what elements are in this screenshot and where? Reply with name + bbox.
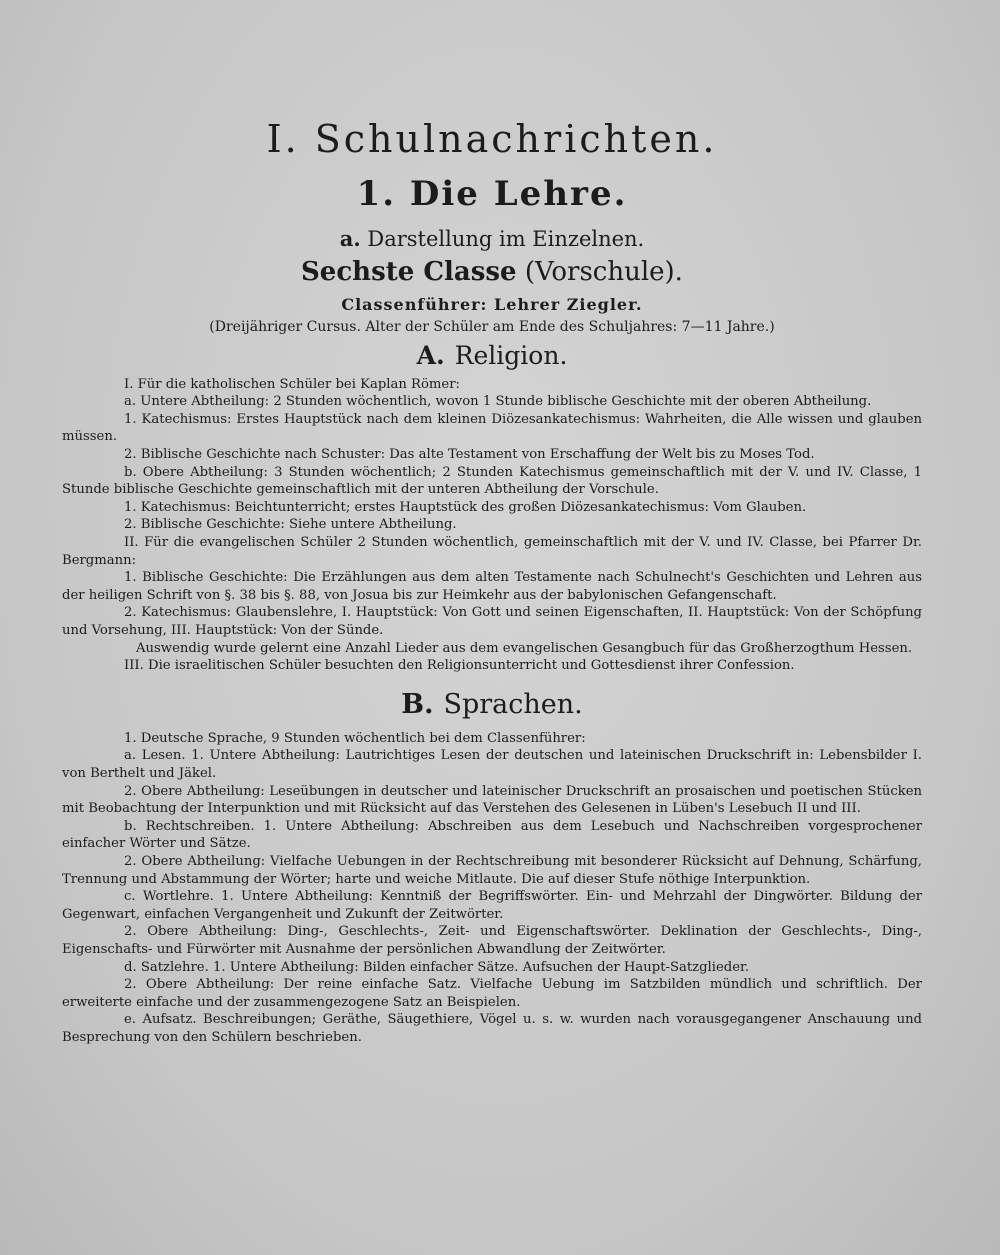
paragraph: 1. Katechismus: Erstes Hauptstück nach dem kleinen Diözesankatechismus: Wahrheiten, die Alle wissen und glauben müssen. [62, 411, 922, 445]
paragraph: a. Lesen. 1. Untere Abtheilung: Lautrichtiges Lesen der deutschen und lateinischen Druckschrift in: Lebensbilder I. von Berthelt und Jäkel. [62, 748, 922, 781]
heading-sechste-classe-rest: (Vorschule). [524, 256, 683, 287]
classenfuehrer-line: Classenführer: Lehrer Ziegler. [341, 294, 643, 314]
paragraph: a. Untere Abtheilung: 2 Stunden wöchentlich, wovon 1 Stunde biblische Geschichte mit der oberen Abtheilung. [124, 394, 872, 410]
cursus-note: (Dreijähriger Cursus. Alter der Schüler am Ende des Schuljahres: 7—11 Jahre.) [209, 318, 775, 335]
section-a-label: A. [416, 340, 445, 370]
paragraph: d. Satzlehre. 1. Untere Abtheilung: Bilden einfacher Sätze. Aufsuchen der Haupt-Satzglieder. [124, 959, 750, 975]
page-title: I. Schulnachrichten. [266, 117, 718, 161]
paragraph: III. Die israelitischen Schüler besuchten den Religionsunterricht und Gottesdienst ihrer Confession. [124, 658, 795, 674]
heading-sechste-classe-bold: Sechste Classe [301, 256, 517, 287]
paragraph: e. Aufsatz. Beschreibungen; Geräthe, Säugethiere, Vögel u. s. w. wurden nach vorausgegangener Anschauung und Besprechung von den Schülern beschrieben. [62, 1012, 922, 1045]
heading-darstellung-text: Darstellung im Einzelnen. [367, 226, 645, 251]
heading-darstellung-label: a. [339, 225, 361, 251]
paragraph: Auswendig wurde gelernt eine Anzahl Lieder aus dem evangelischen Gesangbuch für das Großherzogthum Hessen. [136, 640, 913, 656]
paragraph: 1. Katechismus: Beichtunterricht; erstes Hauptstück des großen Diözesankatechismus: Vom Glauben. [124, 499, 807, 515]
paragraph: 2. Katechismus: Glaubenslehre, I. Hauptstück: Von Gott und seinen Eigenschaften, II. Hauptstück: Von der Schöpfung und Vorsehung, III. Hauptstück: Von der Sünde. [62, 605, 922, 638]
heading-darstellung [62, 226, 922, 251]
paragraph: 2. Obere Abtheilung: Der reine einfache Satz. Vielfache Uebung im Satzbilden mündlich und schriftlich. Der erweiterte einfache und der zusammengezogene Satz an Beispielen. [62, 977, 922, 1010]
section-b-label: B. [401, 688, 434, 720]
heading-sechste-classe [62, 257, 922, 287]
paragraph: 2. Obere Abtheilung: Ding-, Geschlechts-, Zeit- und Eigenschaftswörter. Deklination der Geschlechts-, Ding-, Eigenschafts- und Fürwörter mit Ausnahme der persönlichen Abwandlung der Zeitwörter. [62, 924, 922, 957]
paragraph: 2. Biblische Geschichte nach Schuster: Das alte Testament von Erschaffung der Welt bis zu Moses Tod. [124, 447, 815, 463]
paragraph: II. Für die evangelischen Schüler 2 Stunden wöchentlich, gemeinschaftlich mit der V. und IV. Classe, bei Pfarrer Dr. Bergmann: [62, 535, 922, 568]
section-b-body [62, 730, 922, 1047]
paragraph: 2. Obere Abtheilung: Leseübungen in deutscher und lateinischer Druckschrift an prosaischen und poetischen Stücken mit Beobachtung der Interpunktion und mit Rücksicht auf das Verstehen des Gelesenen in Lüben's Lesebuch II und III. [62, 783, 922, 817]
paragraph: 2. Obere Abtheilung: Vielfache Uebungen in der Rechtschreibung mit besonderer Rücksicht auf Dehnung, Schärfung, Trennung und Abstammung der Wörter; harte und weiche Mitlaute. Die auf dieser Stufe nöthige Interpunktion. [62, 853, 922, 887]
paragraph: 1. Deutsche Sprache, 9 Stunden wöchentlich bei dem Classenführer: [124, 730, 586, 746]
heading-die-lehre: 1. Die Lehre. [356, 173, 628, 214]
section-a-heading [62, 341, 922, 370]
section-b-heading [62, 689, 922, 720]
paragraph: b. Rechtschreiben. 1. Untere Abtheilung: Abschreiben aus dem Lesebuch und Nachschreiben vorgesprochener einfacher Wörter und Sätze. [62, 818, 922, 852]
paragraph: c. Wortlehre. 1. Untere Abtheilung: Kenntniß der Begriffswörter. Ein- und Mehrzahl der Dingwörter. Bildung der Gegenwart, einfachen Vergangenheit und Zukunft der Zeitwörter. [62, 889, 922, 922]
paragraph: 1. Biblische Geschichte: Die Erzählungen aus dem alten Testamente nach Schulnecht's Geschichten und Lehren aus der heiligen Schrift von §. 38 bis §. 88, von Josua bis zur Heimkehr aus der babylonischen Gefangenschaft. [62, 570, 922, 603]
section-b-title: Sprachen. [443, 688, 583, 720]
paragraph: 2. Biblische Geschichte: Siehe untere Abtheilung. [124, 517, 457, 533]
paragraph: I. Für die katholischen Schüler bei Kaplan Römer: [124, 376, 460, 392]
paragraph: b. Obere Abtheilung: 3 Stunden wöchentlich; 2 Stunden Katechismus gemeinschaftlich mit der V. und IV. Classe, 1 Stunde biblische Geschichte gemeinschaftlich mit der unteren Abtheilung der Vorschule. [62, 464, 922, 498]
section-a-title: Religion. [454, 340, 568, 370]
section-a-body [62, 376, 922, 675]
